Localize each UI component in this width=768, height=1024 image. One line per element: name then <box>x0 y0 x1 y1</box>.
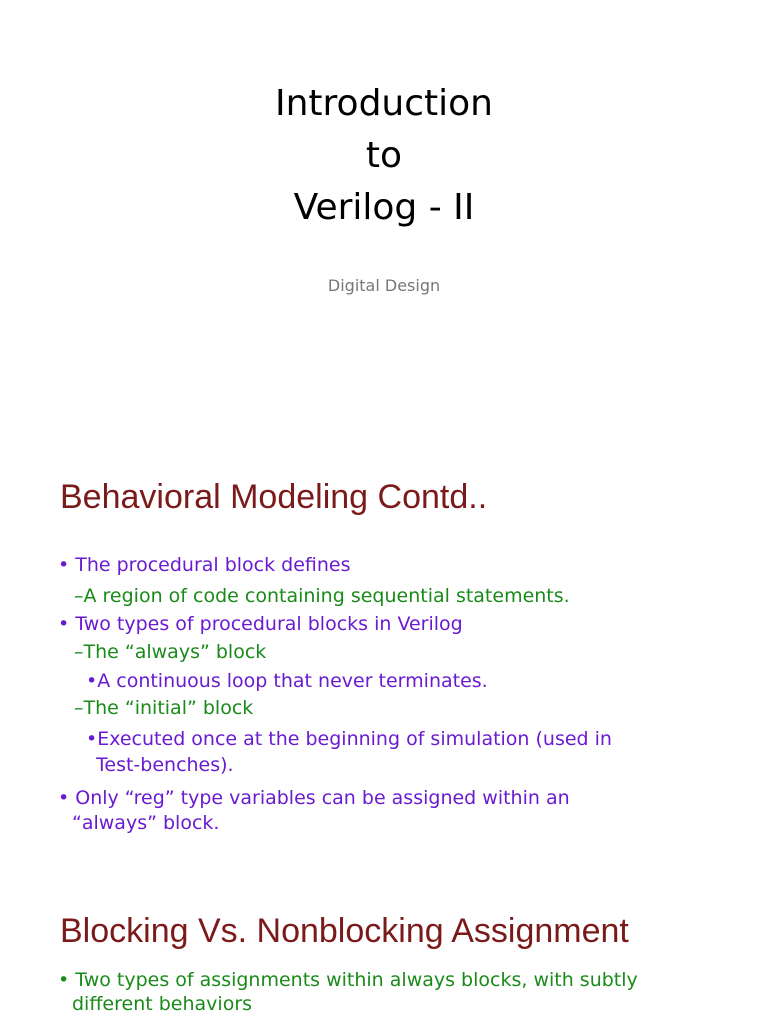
bullet-continuation: “always” block. <box>72 812 220 834</box>
slide-title <box>0 78 768 234</box>
sub-bullet-item: –The “always” block <box>74 641 267 663</box>
title-line: Verilog - II <box>293 187 475 228</box>
bullet-continuation: Test-benches). <box>96 754 234 776</box>
sub-bullet-item: –A region of code containing sequential statements. <box>74 585 570 607</box>
bullet-item: • Only “reg” type variables can be assigned within an <box>58 787 570 809</box>
bullet-item: • Two types of assignments within always blocks, with subtly <box>58 969 638 991</box>
sub-sub-bullet-item: •A continuous loop that never terminates. <box>86 670 488 692</box>
bullet-continuation: different behaviors <box>72 993 253 1015</box>
section-heading: Blocking Vs. Nonblocking Assignment <box>60 912 629 950</box>
slide-subtitle: Digital Design <box>327 276 441 295</box>
title-slide <box>0 0 768 440</box>
title-line: Introduction <box>274 83 493 124</box>
sub-sub-bullet-item: •Executed once at the beginning of simulation (used in <box>86 728 612 750</box>
title-line: to <box>365 135 403 176</box>
section-heading: Behavioral Modeling Contd.. <box>60 478 488 516</box>
bullet-item: • The procedural block defines <box>58 554 351 576</box>
bullet-item: • Two types of procedural blocks in Verilog <box>58 613 463 635</box>
sub-bullet-item: –The “initial” block <box>74 697 254 719</box>
